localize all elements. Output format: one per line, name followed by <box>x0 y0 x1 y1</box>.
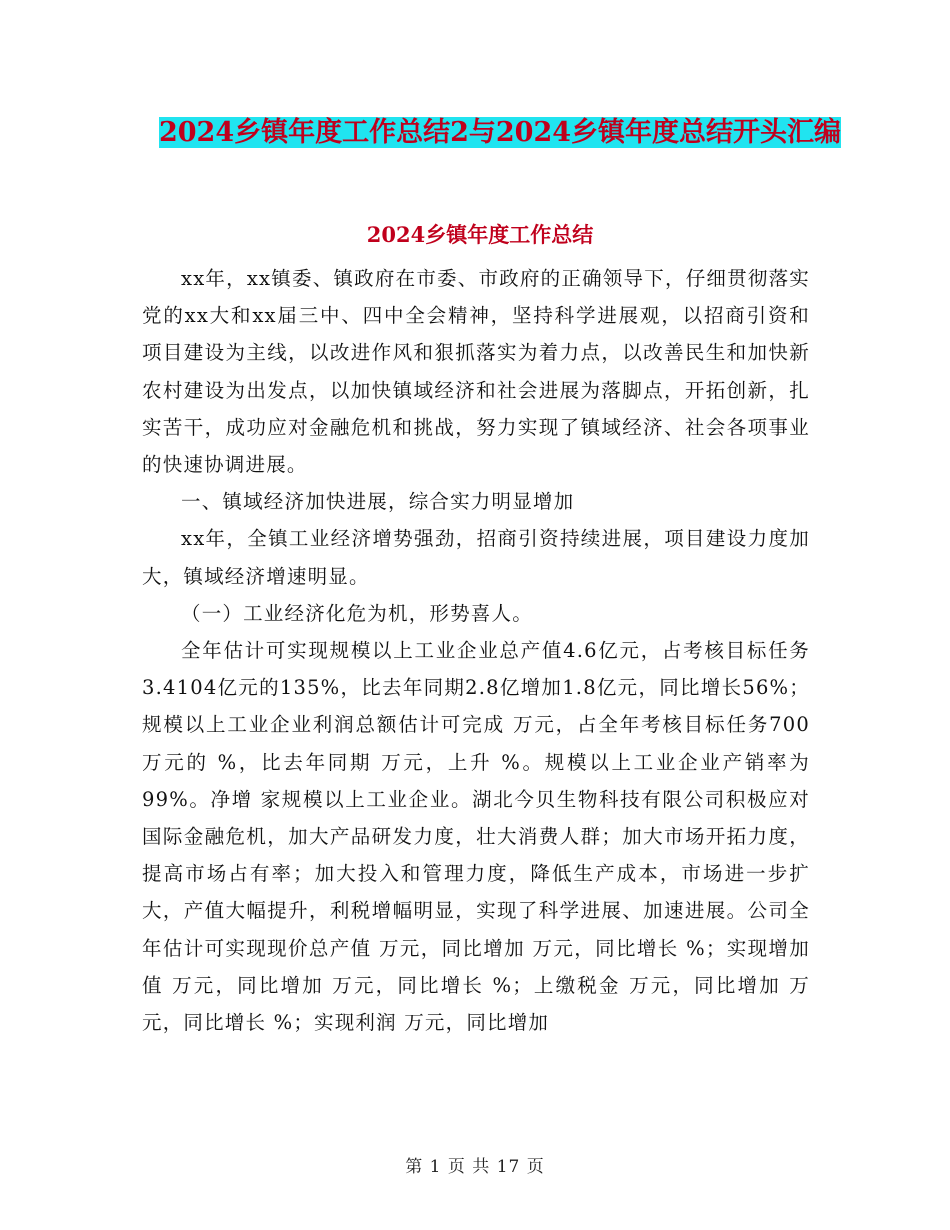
paragraph-overview: xx年，全镇工业经济增势强劲，招商引资持续进展，项目建设力度加大，镇域经济增速明显。 <box>142 527 810 588</box>
heading-section-one: 一、镇域经济加快进展，综合实力明显增加 <box>181 490 575 514</box>
document-title-highlight: 2024乡镇年度工作总结2与2024乡镇年度总结开头汇编 <box>158 117 842 148</box>
page-footer: 第 1 页 共 17 页 <box>405 1157 545 1177</box>
subheading-industry: （一）工业经济化危为机，形势喜人。 <box>181 601 533 625</box>
paragraph-industry-details: 全年估计可实现规模以上工业企业总产值4.6亿元，占考核目标任务3.4104亿元的135%，比去年同期2.8亿增加1.8亿元，同比增长56%；规模以上工业企业利润总额估计可完成 万元，占全年考核目标任务700万元的 %，比去年同期 万元，上升 %。规模以上工业企业产销率为99%。净增 家规模以上工业企业。湖北今贝生物科技有限公司积极应对国际金融危机，加大产品研发力度，壮大消费人群；加大市场开拓力度，提高市场占有率；加大投入和管理力度，降低生产成本，市场进一步扩大，产值大幅提升，利税增幅明显，实现了科学进展、加速进展。公司全年估计可实现现价总产值 万元，同比增加 万元，同比增长 %；实现增加值 万元，同比增加 万元，同比增长 %；上缴税金 万元，同比增加 万元，同比增长 %；实现利润 万元，同比增加 <box>142 639 810 1035</box>
paragraph-intro: xx年，xx镇委、镇政府在市委、市政府的正确领导下，仔细贯彻落实党的xx大和xx届三中、四中全会精神，坚持科学进展观，以招商引资和项目建设为主线，以改进作风和狠抓落实为着力点，以改善民生和加快新农村建设为出发点，以加快镇域经济和社会进展为落脚点，开拓创新，扎实苦干，成功应对金融危机和挑战，努力实现了镇域经济、社会各项事业的快速协调进展。 <box>142 267 810 477</box>
section-title: 2024乡镇年度工作总结 <box>366 222 594 247</box>
body-text <box>142 260 810 1041</box>
document-title <box>140 110 860 156</box>
